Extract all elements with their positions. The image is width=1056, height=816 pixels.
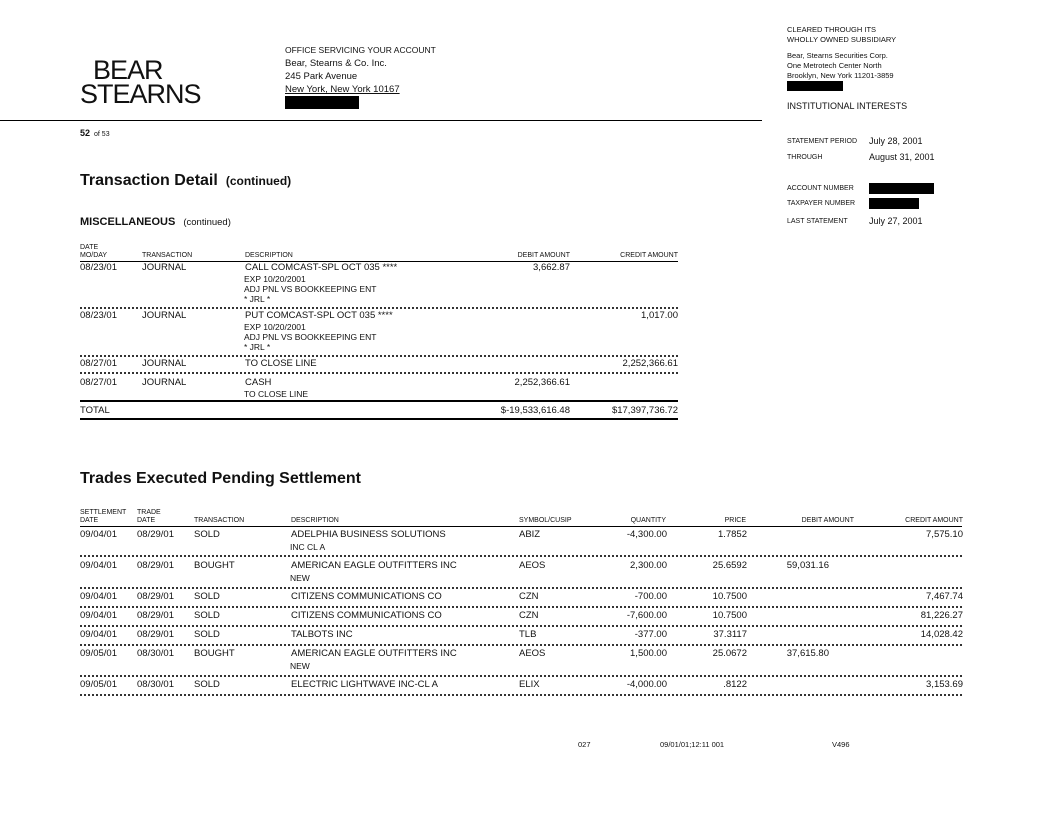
through-value: August 31, 2001	[869, 152, 935, 162]
trade0-quantity: -4,300.00	[626, 529, 667, 540]
trade4-trade: 08/29/01	[137, 629, 174, 640]
row3-transaction: JOURNAL	[142, 377, 187, 388]
trade4-symbol: TLB	[519, 629, 537, 640]
trade6-quantity: -4,000.00	[626, 679, 667, 690]
trade0-desc2: INC CL A	[290, 542, 326, 552]
col-settle-date	[80, 509, 126, 525]
row2-transaction: JOURNAL	[142, 358, 187, 369]
trade3-quantity: -7,600.00	[626, 610, 667, 621]
col-debit: DEBIT AMOUNT	[801, 517, 854, 524]
page-current: 52	[80, 128, 91, 138]
row-divider	[80, 555, 962, 557]
account-redaction	[869, 183, 934, 194]
trade0-desc: ADELPHIA BUSINESS SOLUTIONS	[291, 529, 446, 540]
trade5-trade: 08/30/01	[137, 648, 174, 659]
row0-date: 08/23/01	[80, 262, 117, 273]
row-divider	[80, 625, 962, 627]
office-street: 245 Park Avenue	[285, 71, 358, 82]
trade6-credit: 3,153.69	[926, 679, 963, 690]
redaction-box	[285, 96, 359, 109]
row-divider	[80, 307, 678, 309]
col-price: PRICE	[724, 517, 746, 524]
row2-desc: TO CLOSE LINE	[245, 358, 317, 369]
row-divider	[80, 372, 678, 374]
cleared-line-1: CLEARED THROUGH ITS	[787, 25, 877, 34]
cleared-line-2: WHOLLY OWNED SUBSIDIARY	[787, 35, 897, 44]
trade0-transaction: SOLD	[194, 529, 220, 540]
taxpayer-label: TAXPAYER NUMBER	[787, 200, 856, 207]
office-block	[285, 44, 436, 113]
td-title-text: Transaction Detail	[80, 172, 218, 189]
row1-desc: PUT COMCAST-SPL OCT 035 ****	[245, 310, 393, 321]
trade0-settle: 09/04/01	[80, 529, 117, 540]
col-trade-2: DATE	[137, 517, 156, 524]
bear-stearns-logo	[80, 55, 201, 109]
trade1-price: 25.6592	[712, 560, 747, 571]
col-trade-date	[137, 509, 161, 525]
col-credit: CREDIT AMOUNT	[620, 252, 678, 259]
trade2-symbol: CZN	[519, 591, 539, 602]
footer-version: V496	[832, 740, 850, 749]
total-debit: $-19,533,616.48	[500, 405, 570, 416]
trade6-settle: 09/05/01	[80, 679, 117, 690]
redaction-box	[787, 81, 843, 91]
row2-credit: 2,252,366.61	[622, 358, 678, 369]
trade4-settle: 09/04/01	[80, 629, 117, 640]
trade3-symbol: CZN	[519, 610, 539, 621]
office-city: New York, New York 10167	[285, 84, 400, 95]
col-description: DESCRIPTION	[291, 517, 339, 524]
header-rule	[80, 526, 962, 527]
trade6-symbol: ELIX	[519, 679, 540, 690]
row0-desc-line1: EXP 10/20/2001	[244, 274, 306, 284]
trade3-settle: 09/04/01	[80, 610, 117, 621]
trade0-symbol: ABIZ	[519, 529, 541, 540]
logo-line-2: STEARNS	[80, 79, 201, 109]
row1-credit: 1,017.00	[641, 310, 678, 321]
trade3-trade: 08/29/01	[137, 610, 174, 621]
total-rule-bottom	[80, 418, 678, 420]
clearing-city: Brooklyn, New York 11201-3859	[787, 71, 894, 80]
trade5-debit: 37,615.80	[786, 648, 829, 659]
taxpayer-redaction	[869, 198, 919, 209]
through-label: THROUGH	[787, 154, 823, 161]
col-date	[80, 244, 107, 260]
trade2-price: 10.7500	[712, 591, 747, 602]
trade3-desc: CITIZENS COMMUNICATIONS CO	[291, 610, 442, 621]
trade1-settle: 09/04/01	[80, 560, 117, 571]
row0-transaction: JOURNAL	[142, 262, 187, 273]
trade2-trade: 08/29/01	[137, 591, 174, 602]
logo-line-1: BEAR	[93, 55, 163, 85]
clearing-name: Bear, Stearns Securities Corp.	[787, 51, 888, 60]
trade5-settle: 09/05/01	[80, 648, 117, 659]
account-label: ACCOUNT NUMBER	[787, 185, 854, 192]
col-debit: DEBIT AMOUNT	[517, 252, 570, 259]
trade4-quantity: -377.00	[634, 629, 667, 640]
trade0-credit: 7,575.10	[926, 529, 963, 540]
col-settle-1: SETTLEMENT	[80, 509, 127, 516]
transaction-detail-title	[80, 172, 291, 190]
last-statement-value: July 27, 2001	[869, 216, 923, 226]
col-credit: CREDIT AMOUNT	[905, 517, 963, 524]
miscellaneous-heading	[80, 216, 231, 228]
trade1-symbol: AEOS	[519, 560, 546, 571]
trade3-price: 10.7500	[712, 610, 747, 621]
trade4-transaction: SOLD	[194, 629, 220, 640]
row0-desc-line2: ADJ PNL VS BOOKKEEPING ENT	[244, 284, 377, 294]
col-date-2: MO/DAY	[80, 252, 108, 259]
misc-continued: (continued)	[183, 217, 231, 228]
row-divider	[80, 644, 962, 646]
trade4-price: 37.3117	[713, 629, 747, 640]
trade1-desc: AMERICAN EAGLE OUTFITTERS INC	[291, 560, 457, 571]
trade5-price: 25.0672	[712, 648, 747, 659]
row0-debit: 3,662.87	[533, 262, 570, 273]
office-label: OFFICE SERVICING YOUR ACCOUNT	[285, 45, 436, 55]
trade2-settle: 09/04/01	[80, 591, 117, 602]
trade6-price: .8122	[723, 679, 747, 690]
row3-desc: CASH	[245, 377, 272, 388]
total-label: TOTAL	[80, 405, 110, 416]
trade1-desc2: NEW	[290, 573, 310, 583]
period-label: STATEMENT PERIOD	[787, 138, 858, 145]
trade5-quantity: 1,500.00	[630, 648, 667, 659]
trade1-transaction: BOUGHT	[194, 560, 235, 571]
trade1-trade: 08/29/01	[137, 560, 174, 571]
row2-date: 08/27/01	[80, 358, 117, 369]
row3-debit: 2,252,366.61	[514, 377, 570, 388]
page-number	[80, 128, 110, 138]
trade6-desc: ELECTRIC LIGHTWAVE INC-CL A	[291, 679, 438, 690]
col-description: DESCRIPTION	[245, 252, 293, 259]
trade4-credit: 14,028.42	[920, 629, 963, 640]
period-value: July 28, 2001	[869, 136, 923, 146]
row0-desc: CALL COMCAST-SPL OCT 035 ****	[245, 262, 398, 273]
misc-title: MISCELLANEOUS	[80, 216, 176, 228]
row1-date: 08/23/01	[80, 310, 117, 321]
footer-code: 027	[578, 740, 591, 749]
total-rule-top	[80, 400, 678, 402]
row-divider	[80, 694, 962, 696]
trade3-transaction: SOLD	[194, 610, 220, 621]
row3-date: 08/27/01	[80, 377, 117, 388]
col-quantity: QUANTITY	[630, 517, 666, 524]
col-symbol: SYMBOL/CUSIP	[519, 517, 572, 524]
trade6-trade: 08/30/01	[137, 679, 174, 690]
col-transaction: TRANSACTION	[142, 252, 193, 259]
trade0-price: 1.7852	[717, 529, 747, 540]
clearing-block	[787, 25, 896, 94]
row3-desc-line1: TO CLOSE LINE	[244, 389, 309, 399]
row0-desc-line3: * JRL *	[244, 294, 271, 304]
office-name: Bear, Stearns & Co. Inc.	[285, 58, 387, 69]
row-divider	[80, 355, 678, 357]
trade0-trade: 08/29/01	[137, 529, 174, 540]
trade2-desc: CITIZENS COMMUNICATIONS CO	[291, 591, 442, 602]
clearing-street: One Metrotech Center North	[787, 61, 882, 70]
col-settle-2: DATE	[80, 517, 99, 524]
trade5-symbol: AEOS	[519, 648, 546, 659]
trade6-transaction: SOLD	[194, 679, 220, 690]
td-continued: (continued)	[225, 174, 292, 188]
col-trade-1: TRADE	[137, 509, 161, 516]
trade1-debit: 59,031.16	[786, 560, 829, 571]
trade2-credit: 7,467.74	[926, 591, 963, 602]
row-divider	[80, 606, 962, 608]
trade5-desc2: NEW	[290, 661, 310, 671]
trades-title: Trades Executed Pending Settlement	[80, 470, 361, 487]
trades-table	[80, 507, 964, 707]
col-date-1: DATE	[80, 244, 99, 251]
trade2-transaction: SOLD	[194, 591, 220, 602]
footer-timestamp: 09/01/01;12:11 001	[660, 740, 725, 749]
trade5-desc: AMERICAN EAGLE OUTFITTERS INC	[291, 648, 457, 659]
trade1-quantity: 2,300.00	[630, 560, 667, 571]
last-statement-label: LAST STATEMENT	[787, 218, 848, 225]
page-total: of 53	[94, 131, 110, 138]
row1-desc-line3: * JRL *	[244, 342, 271, 352]
row1-desc-line1: EXP 10/20/2001	[244, 322, 306, 332]
row1-desc-line2: ADJ PNL VS BOOKKEEPING ENT	[244, 332, 377, 342]
trade5-transaction: BOUGHT	[194, 648, 235, 659]
col-transaction: TRANSACTION	[194, 517, 245, 524]
row1-transaction: JOURNAL	[142, 310, 187, 321]
row-divider	[80, 587, 962, 589]
institutional-interests: INSTITUTIONAL INTERESTS	[787, 101, 908, 111]
row-divider	[80, 675, 962, 677]
trade2-quantity: -700.00	[634, 591, 667, 602]
trade4-desc: TALBOTS INC	[291, 629, 353, 640]
trade3-credit: 81,226.27	[920, 610, 963, 621]
misc-table	[80, 242, 680, 422]
header-divider	[0, 120, 762, 121]
total-credit: $17,397,736.72	[611, 405, 678, 416]
